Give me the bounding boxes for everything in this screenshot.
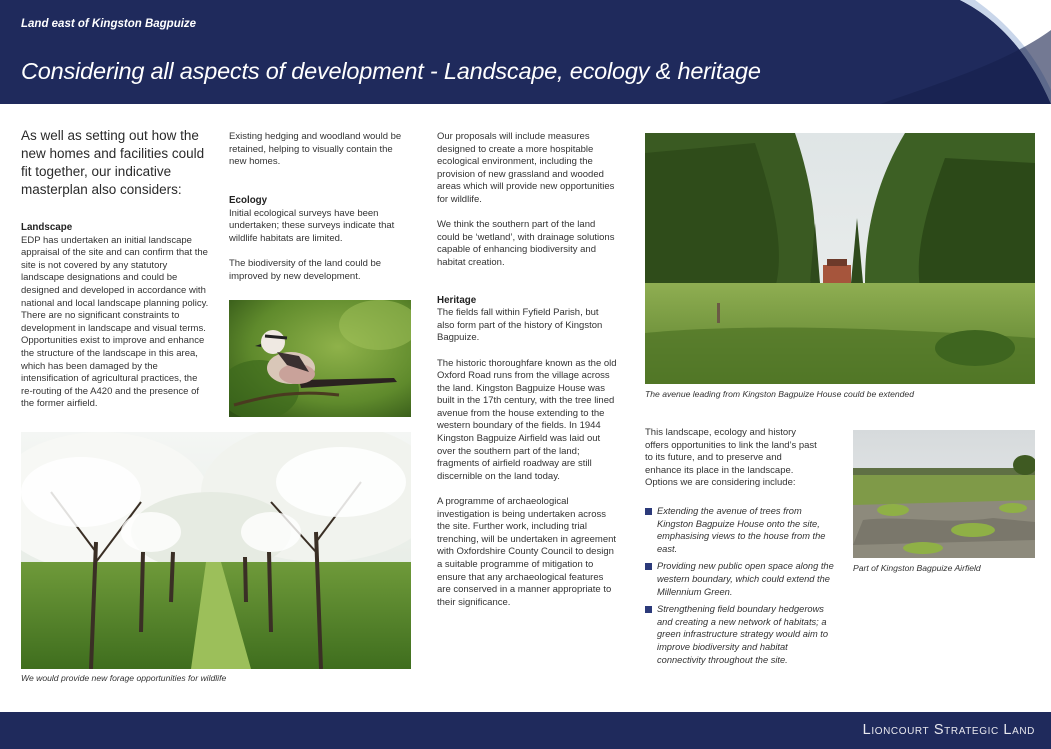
option-text: Extending the avenue of trees from Kingston Bagpuize House onto the site, emphasising views to the house from the east.	[657, 506, 826, 554]
heritage-paragraph-2: The historic thoroughfare known as the old Oxford Road runs from the village across the land. Kingston Bagpuize House was built in the 17th century, with the tree lined avenue from the house extending to the western boundary of the fields. In 1944 Kingston Bagpuize Airfield was laid out over the southern part of the land; fragments of airfield roadway are still discernible on the land today.	[437, 357, 617, 482]
landscape-body: EDP has undertaken an initial landscape appraisal of the site and can confirm that the site is not covered by any statutory landscape designations and could be designed and developed in accordance with national and local landscape planning policy. There are no significant constraints to development in landscape and visual terms. Opportunities exist to improve and enhance the structure of the landscape in this area, which has been damaged by the intensification of agricultural practices, the re-routing of the A420 and the presence of the former airfield.	[21, 234, 209, 410]
landscape-continued-text: Existing hedging and woodland would be retained, helping to visually contain the new homes.	[229, 131, 402, 168]
landscape-heading: Landscape	[21, 222, 73, 233]
page-footer	[0, 712, 1051, 749]
list-item	[645, 603, 835, 666]
option-text: Providing new public open space along the western boundary, which could extend the Millennium Green.	[657, 561, 834, 597]
ecology-section	[229, 195, 411, 283]
bullet-square-icon	[645, 563, 652, 570]
list-item	[645, 560, 835, 598]
bird-photo	[229, 300, 411, 417]
avenue-photo	[645, 133, 1035, 384]
heritage-heading: Heritage	[437, 294, 477, 306]
orchard-photo	[21, 432, 411, 669]
airfield-caption: Part of Kingston Bagpuize Airfield	[853, 563, 981, 573]
option-text: Strengthening field boundary hedgerows and creating a new network of habitats; a green infrastructure strategy would aim to improve biodiversity and habitat connectivity throughout the site.	[657, 604, 829, 665]
page-header	[0, 0, 1051, 104]
orchard-caption: We would provide new forage opportunities for wildlife	[21, 673, 227, 683]
document-label: Land east of Kingston Bagpuize	[21, 18, 197, 30]
landscape-continued	[229, 131, 411, 169]
airfield-photo	[853, 430, 1035, 558]
ecology-paragraph-3: Our proposals will include measures designed to create a more hospitable ecological environment, including the provision of new grassland and wooded areas which will provide new opportunities for wildlife.	[437, 131, 615, 205]
ecology-paragraph-4: We think the southern part of the land could be ‘wetland’, with drainage solutions capable of enhancing biodiversity and habitat creation.	[437, 219, 615, 268]
heritage-paragraph-1: The fields fall within Fyfield Parish, but also form part of the history of Kingston Bagpuize.	[437, 307, 603, 344]
ecology-paragraph-2: The biodiversity of the land could be improved by new development.	[229, 257, 382, 282]
list-item	[645, 505, 835, 555]
options-intro: This landscape, ecology and history offers opportunities to link the land’s past to its future, and to preserve and enhance its place in the landscape. Options we are considering include:	[645, 427, 817, 489]
company-brand: Lioncourt Strategic Land	[862, 722, 1035, 738]
header-swoosh-graphic	[0, 0, 1051, 104]
ecology-paragraph-1: Initial ecological surveys have been undertaken; these surveys indicate that wildlife habitats are limited.	[229, 207, 395, 244]
options-list	[645, 505, 835, 671]
bullet-square-icon	[645, 606, 652, 613]
avenue-caption: The avenue leading from Kingston Bagpuize House could be extended	[645, 389, 914, 399]
ecology-heritage-column	[437, 131, 617, 609]
page-title: Considering all aspects of development - Landscape, ecology & heritage	[21, 58, 761, 84]
bullet-square-icon	[645, 508, 652, 515]
heritage-paragraph-3: A programme of archaeological investigation is being undertaken across the site. Further work, including trial trenching, will be undertaken in agreement with Oxfordshire County Council to design a suitable programme of mitigation to ensure that any archaeological features are conserved in a manner appropriate to their significance.	[437, 496, 617, 608]
intro-text: As well as setting out how the new homes and facilities could fit together, our indicative masterplan also considers:	[21, 128, 205, 197]
ecology-heading: Ecology	[229, 195, 268, 206]
landscape-section	[21, 222, 211, 411]
